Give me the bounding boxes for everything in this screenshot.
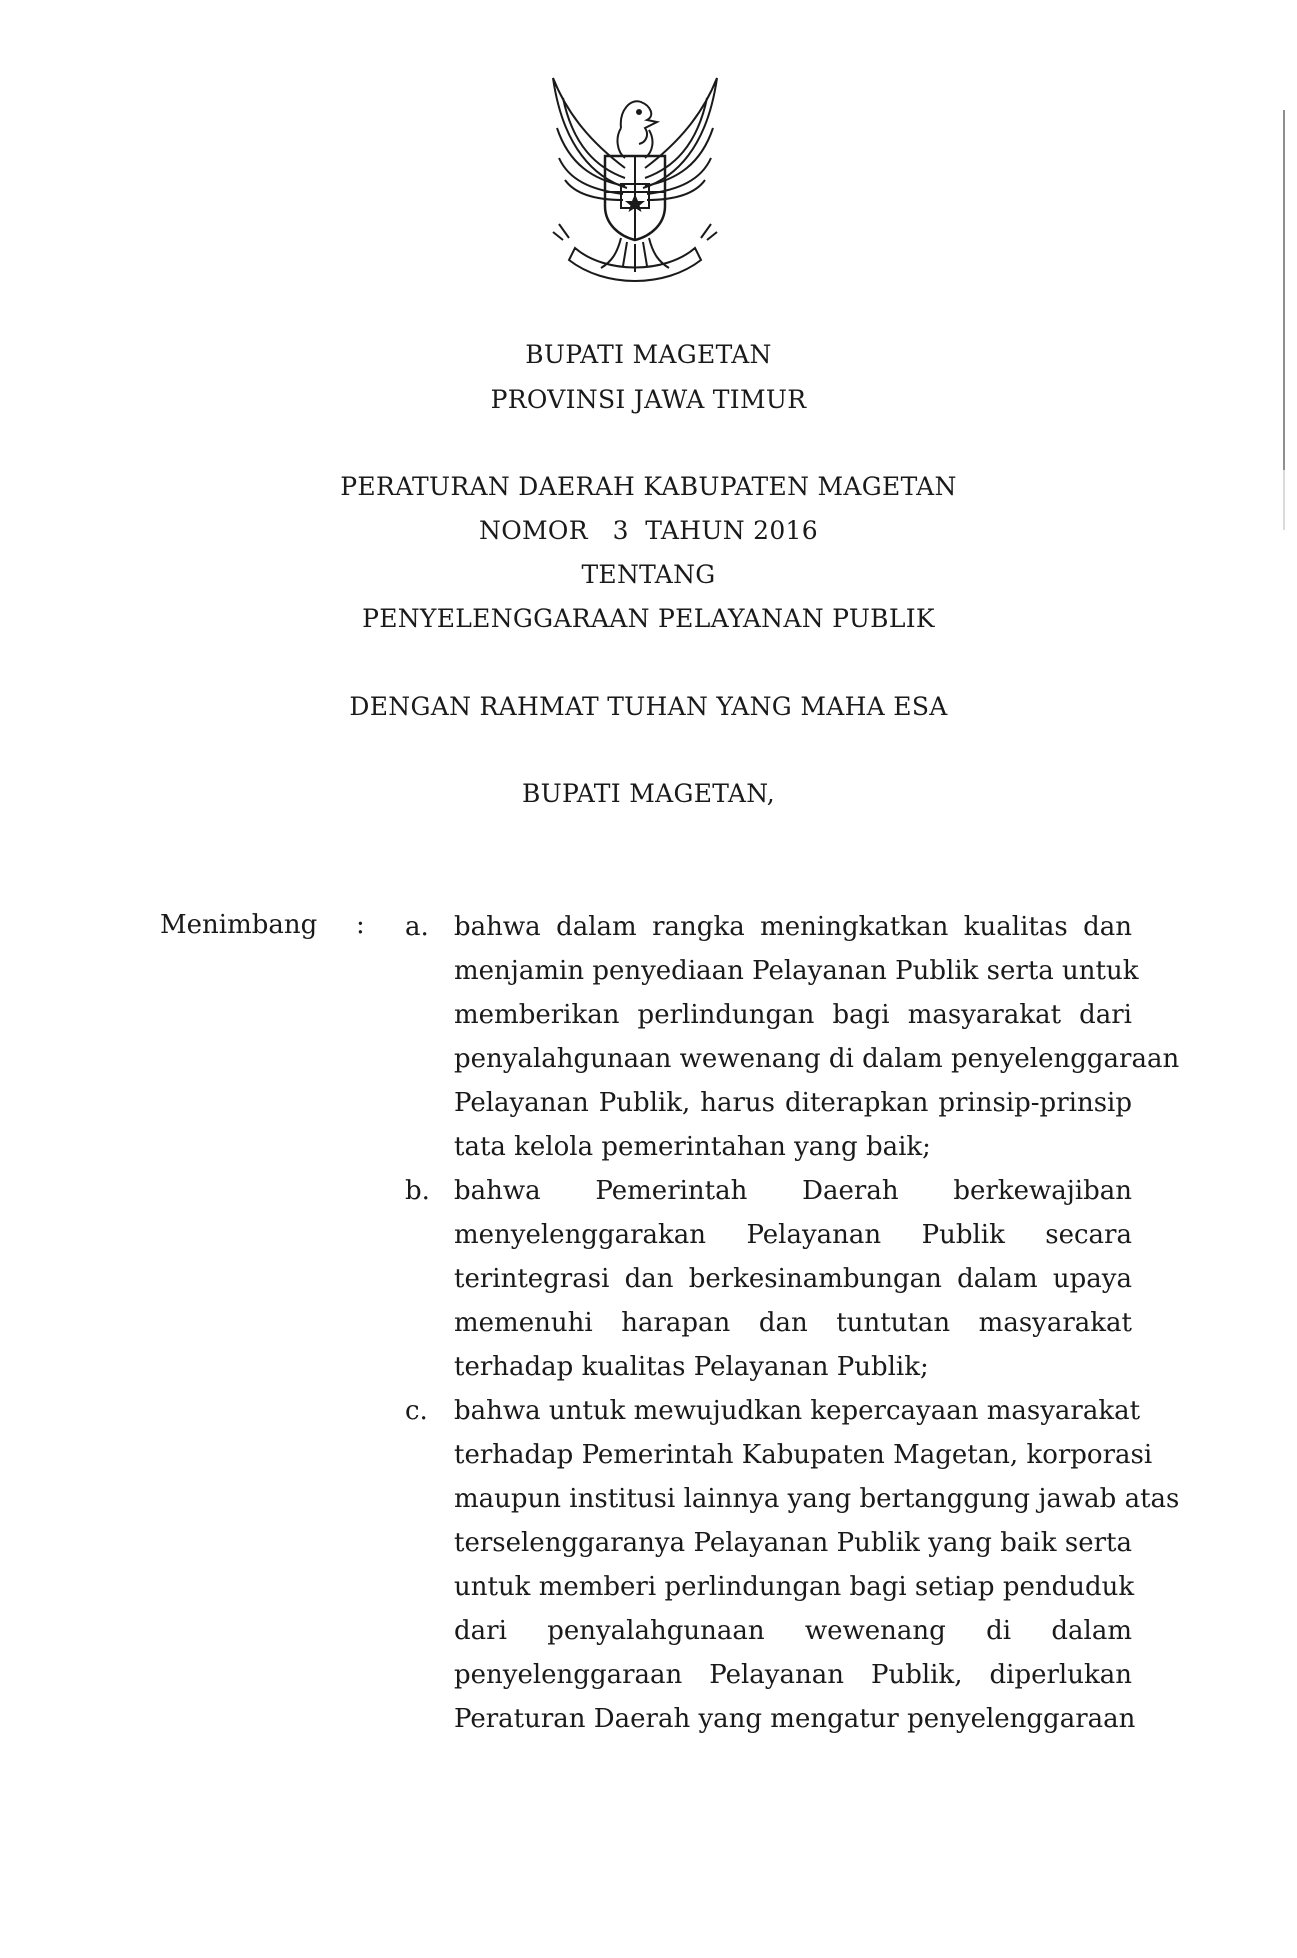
item-a-line: penyalahgunaan wewenang di dalam penyelenggaraan	[454, 1044, 1180, 1074]
title-preamble: DENGAN RAHMAT TUHAN YANG MAHA ESA	[349, 692, 948, 721]
item-b-line: terhadap kualitas Pelayanan Publik;	[454, 1352, 929, 1382]
title-regulation: PERATURAN DAERAH KABUPATEN MAGETAN	[340, 472, 957, 501]
scan-edge-line	[1283, 110, 1285, 470]
item-b-letter: b.	[405, 1176, 430, 1206]
item-b-line: bahwa Pemerintah Daerah berkewajiban	[454, 1176, 1132, 1206]
item-a-line: menjamin penyediaan Pelayanan Publik serta untuk	[454, 956, 1139, 986]
item-b-line: memenuhi harapan dan tuntutan masyarakat	[454, 1308, 1132, 1338]
item-c-line: dari penyalahgunaan wewenang di dalam	[454, 1616, 1132, 1646]
title-regent-comma: BUPATI MAGETAN,	[521, 779, 776, 808]
item-b-line: terintegrasi dan berkesinambungan dalam upaya	[454, 1264, 1132, 1294]
title-province: PROVINSI JAWA TIMUR	[490, 385, 807, 414]
item-c-line: maupun institusi lainnya yang bertanggung jawab atas	[454, 1484, 1180, 1514]
item-a-line: bahwa dalam rangka meningkatkan kualitas dan	[454, 912, 1132, 942]
title-regent: BUPATI MAGETAN	[525, 340, 772, 369]
item-c-letter: c.	[405, 1396, 428, 1426]
considering-colon: :	[356, 910, 365, 940]
item-c-line: terhadap Pemerintah Kabupaten Magetan, korporasi	[454, 1440, 1153, 1470]
item-b-line: menyelenggarakan Pelayanan Publik secara	[454, 1220, 1132, 1250]
item-c-line: bahwa untuk mewujudkan kepercayaan masyarakat	[454, 1396, 1141, 1426]
item-c-line: untuk memberi perlindungan bagi setiap penduduk	[454, 1572, 1135, 1602]
title-number: NOMOR 3 TAHUN 2016	[479, 516, 818, 545]
item-a-line: Pelayanan Publik, harus diterapkan prinsip-prinsip	[454, 1088, 1132, 1118]
title-about: TENTANG	[581, 560, 716, 589]
item-c-line: terselenggaranya Pelayanan Publik yang baik serta	[454, 1528, 1132, 1558]
item-a-line: tata kelola pemerintahan yang baik;	[454, 1132, 931, 1162]
considering-label: Menimbang	[160, 910, 318, 940]
item-a-letter: a.	[405, 912, 429, 942]
item-c-line: Peraturan Daerah yang mengatur penyelenggaraan	[454, 1704, 1136, 1734]
item-a-line: memberikan perlindungan bagi masyarakat dari	[454, 1000, 1132, 1030]
item-c-line: penyelenggaraan Pelayanan Publik, diperlukan	[454, 1660, 1132, 1690]
title-subject: PENYELENGGARAAN PELAYANAN PUBLIK	[362, 604, 935, 633]
garuda-emblem-icon	[535, 68, 735, 293]
